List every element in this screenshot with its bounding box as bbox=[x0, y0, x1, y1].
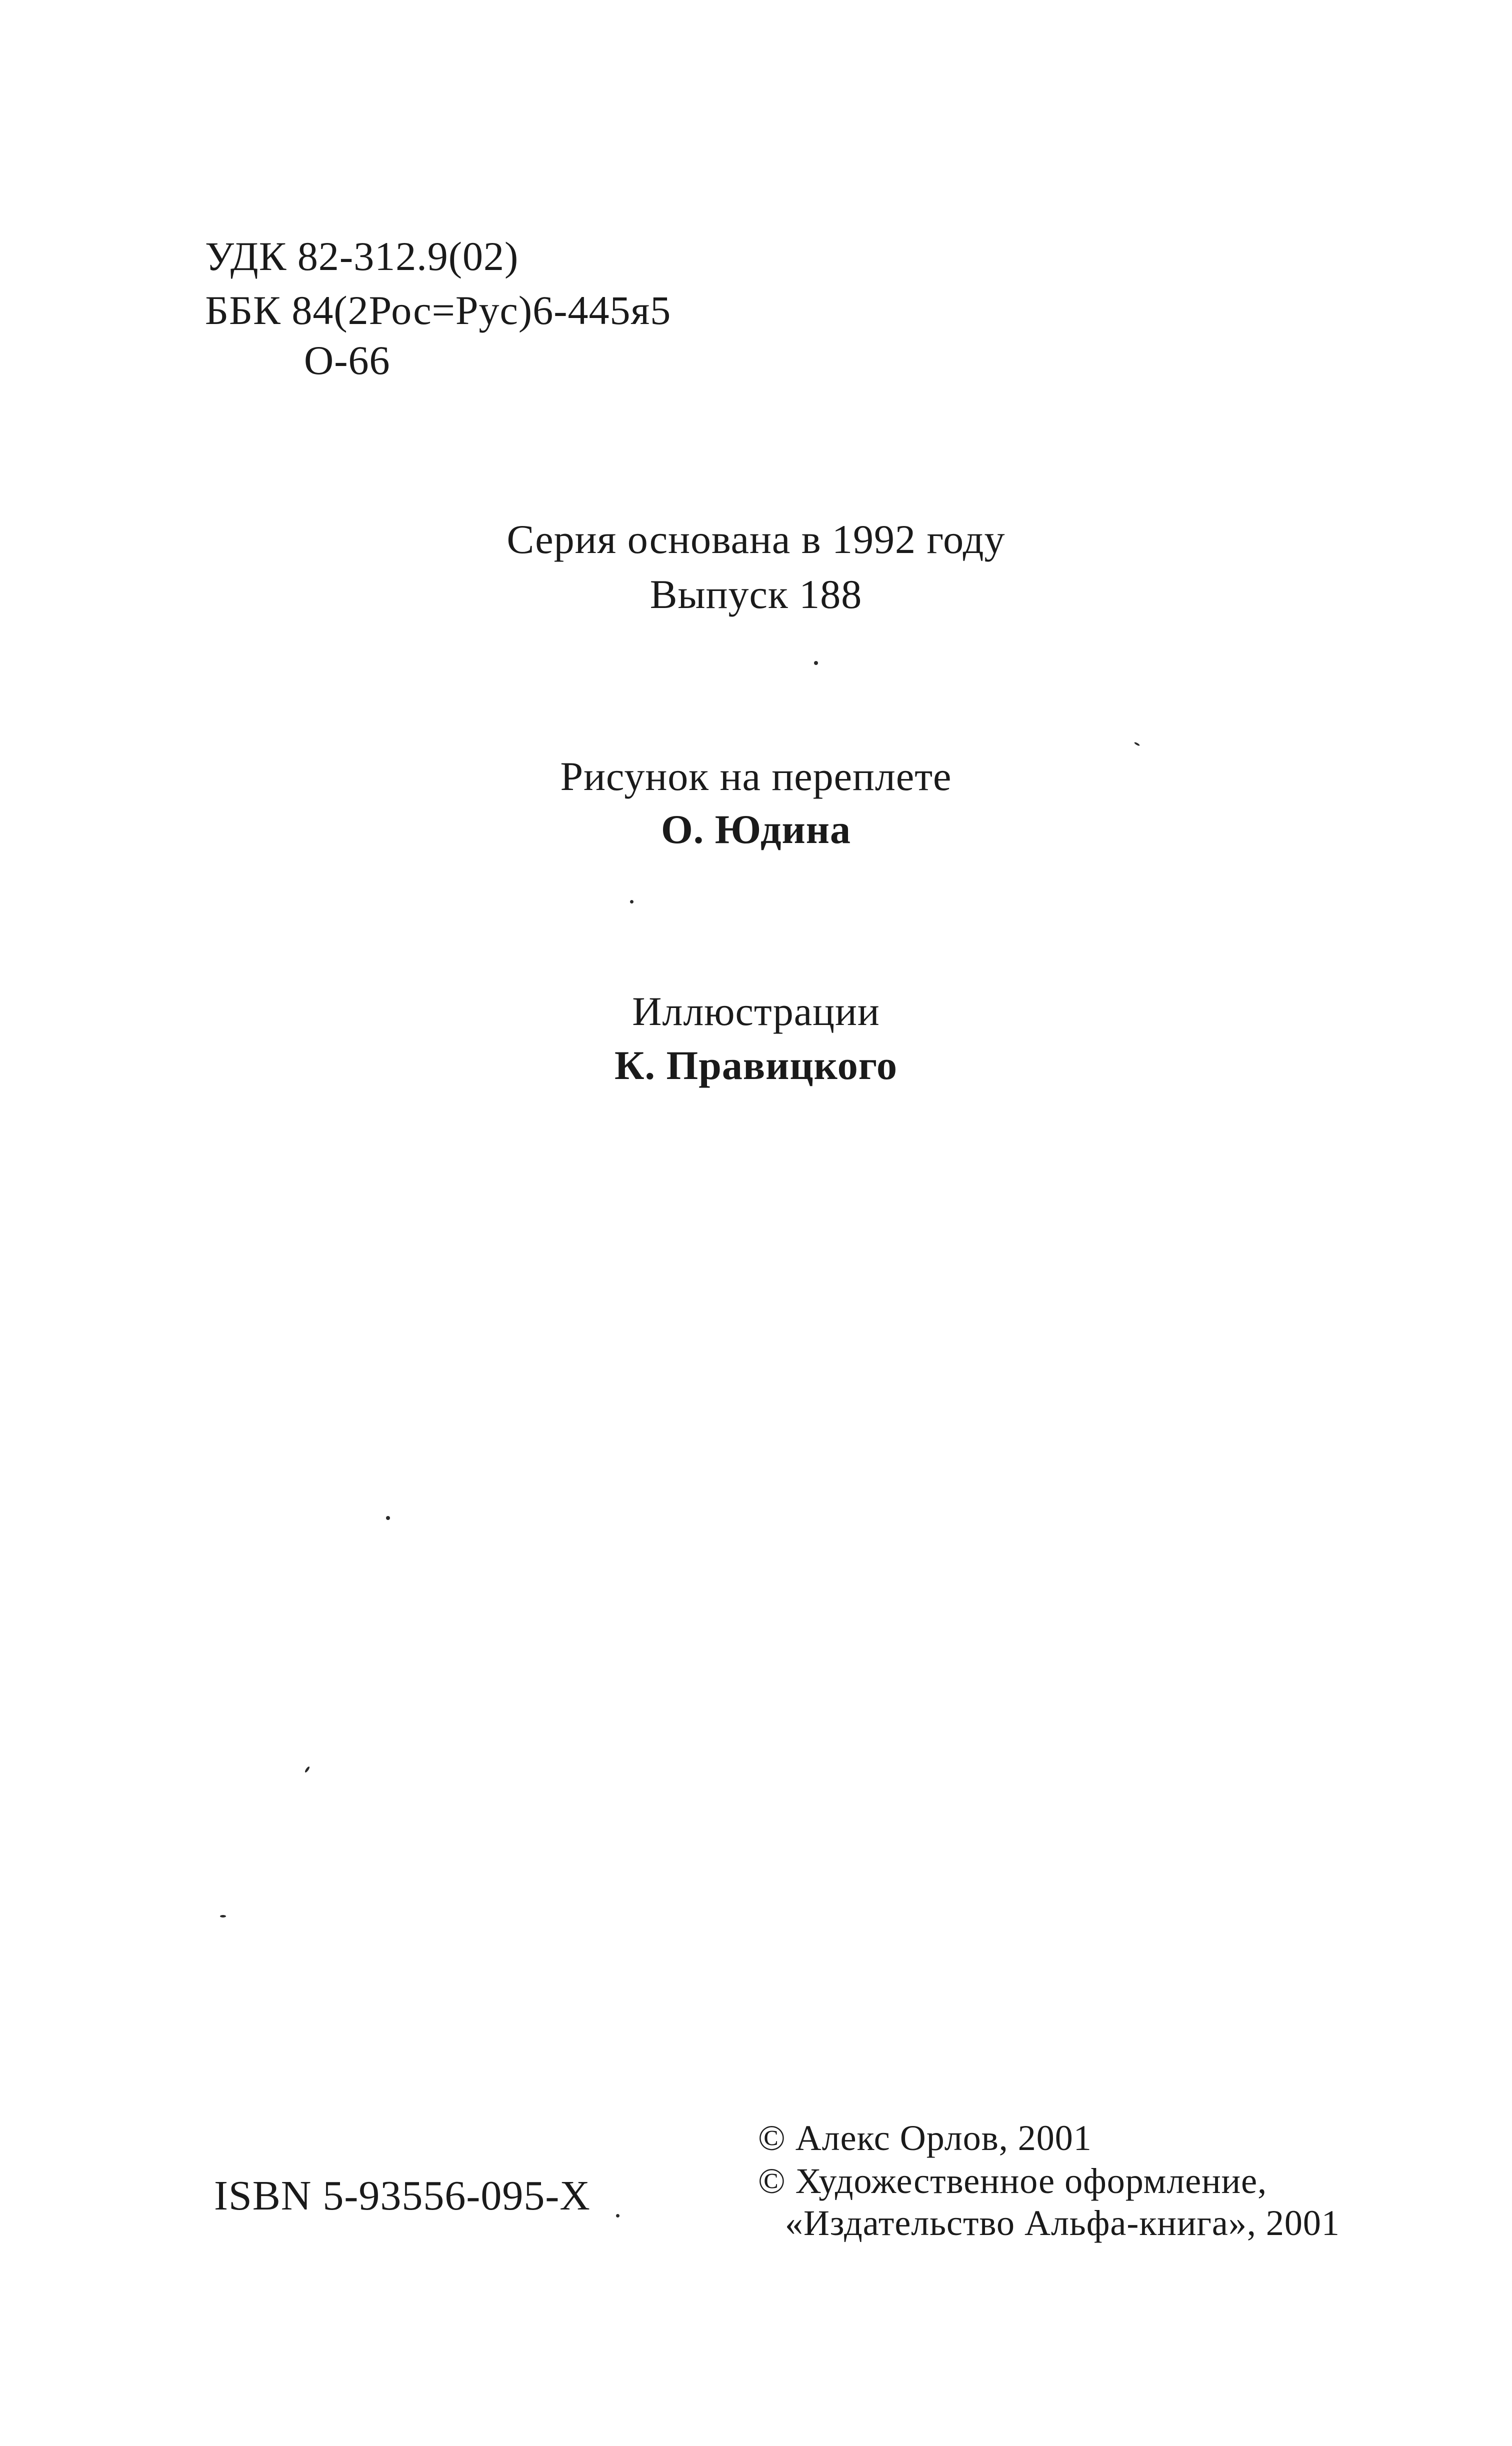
udk-code: УДК 82-312.9(02) bbox=[205, 234, 519, 279]
series-issue: Выпуск 188 bbox=[650, 572, 862, 617]
illustrations-label: Иллюстрации bbox=[632, 988, 880, 1034]
scan-speck bbox=[1134, 742, 1140, 746]
cover-art-label: Рисунок на переплете bbox=[560, 754, 952, 799]
bbk-code: ББК 84(2Рос=Рус)6-445я5 bbox=[205, 288, 672, 333]
scan-speck bbox=[220, 1915, 226, 1918]
scan-speck bbox=[304, 1766, 310, 1773]
cover-art-artist: О. Юдина bbox=[660, 806, 852, 852]
author-mark: О-66 bbox=[304, 338, 390, 383]
illustrations-artist: К. Правицкого bbox=[614, 1042, 898, 1088]
copyright-design: © Художественное оформление, bbox=[758, 2161, 1268, 2201]
scan-speck bbox=[630, 900, 634, 904]
series-founded: Серия основана в 1992 году bbox=[506, 516, 1006, 562]
scan-speck bbox=[386, 1516, 390, 1520]
copyright-author: © Алекс Орлов, 2001 bbox=[758, 2118, 1092, 2158]
isbn: ISBN 5-93556-095-X bbox=[214, 2172, 590, 2219]
scan-speck bbox=[814, 661, 818, 665]
scan-speck bbox=[616, 2214, 620, 2218]
copyright-publisher: «Издательство Альфа-книга», 2001 bbox=[785, 2203, 1340, 2243]
